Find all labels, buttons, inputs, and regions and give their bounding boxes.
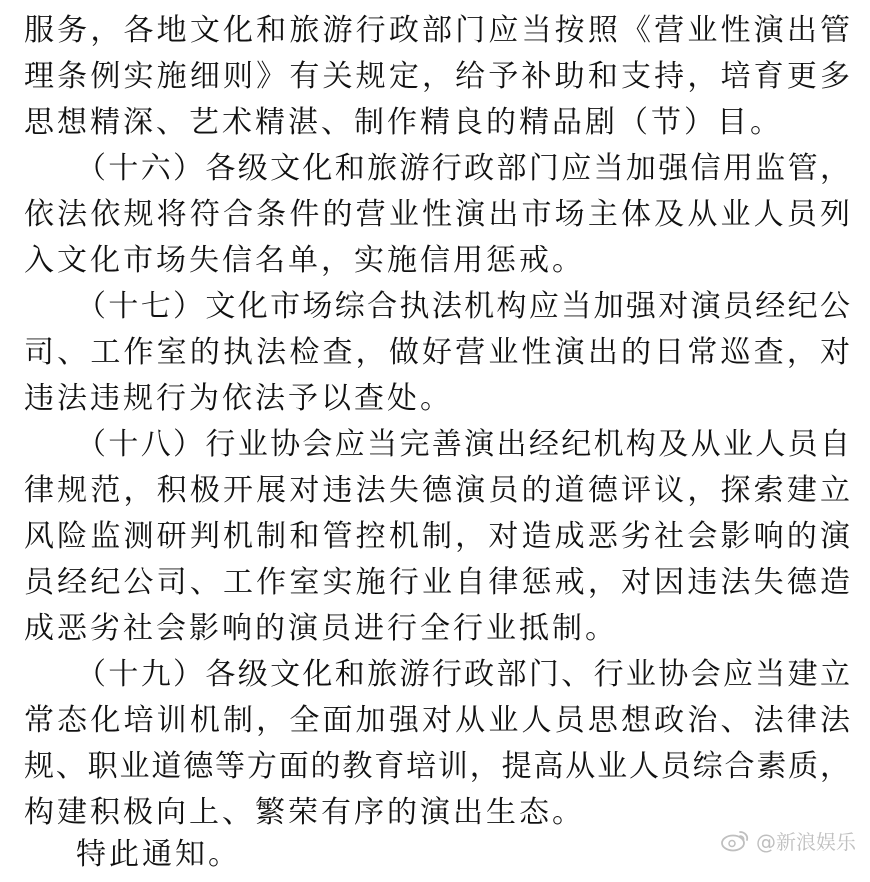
text-line-19: 特此通知。 bbox=[76, 837, 241, 872]
text-line-2: 理条例实施细则》有关规定，给予补助和支持，培育更多 bbox=[24, 59, 850, 94]
weibo-icon bbox=[720, 828, 750, 852]
text-line-5: 依法依规将符合条件的营业性演出市场主体及从业人员列 bbox=[24, 197, 850, 232]
text-line-16: 常态化培训机制，全面加强对从业人员思想政治、法律法 bbox=[24, 703, 850, 738]
text-line-8: 司、工作室的执法检查，做好营业性演出的日常巡查，对 bbox=[24, 335, 850, 370]
text-line-11: 律规范，积极开展对违法失德演员的道德评议，探索建立 bbox=[24, 473, 850, 508]
text-line-13: 员经纪公司、工作室实施行业自律惩戒，对因违法失德造 bbox=[24, 565, 850, 600]
text-line-18: 构建积极向上、繁荣有序的演出生态。 bbox=[24, 795, 585, 830]
text-line-1: 服务，各地文化和旅游行政部门应当按照《营业性演出管 bbox=[24, 13, 850, 48]
text-line-4: （十六）各级文化和旅游行政部门应当加强信用监管， bbox=[76, 151, 850, 186]
text-line-3: 思想精深、艺术精湛、制作精良的精品剧（节）目。 bbox=[24, 105, 783, 140]
text-line-9: 违法违规行为依法予以查处。 bbox=[24, 381, 453, 416]
text-line-15: （十九）各级文化和旅游行政部门、行业协会应当建立 bbox=[76, 657, 850, 692]
watermark bbox=[720, 826, 856, 854]
text-line-14: 成恶劣社会影响的演员进行全行业抵制。 bbox=[24, 611, 618, 646]
text-line-17: 规、职业道德等方面的教育培训，提高从业人员综合素质， bbox=[24, 749, 850, 784]
text-line-10: （十八）行业协会应当完善演出经纪机构及从业人员自 bbox=[76, 427, 850, 462]
watermark-text: @新浪娱乐 bbox=[756, 829, 856, 854]
text-line-6: 入文化市场失信名单，实施信用惩戒。 bbox=[24, 243, 585, 278]
text-line-7: （十七）文化市场综合执法机构应当加强对演员经纪公 bbox=[76, 289, 850, 324]
text-line-12: 风险监测研判机制和管控机制，对造成恶劣社会影响的演 bbox=[24, 519, 850, 554]
